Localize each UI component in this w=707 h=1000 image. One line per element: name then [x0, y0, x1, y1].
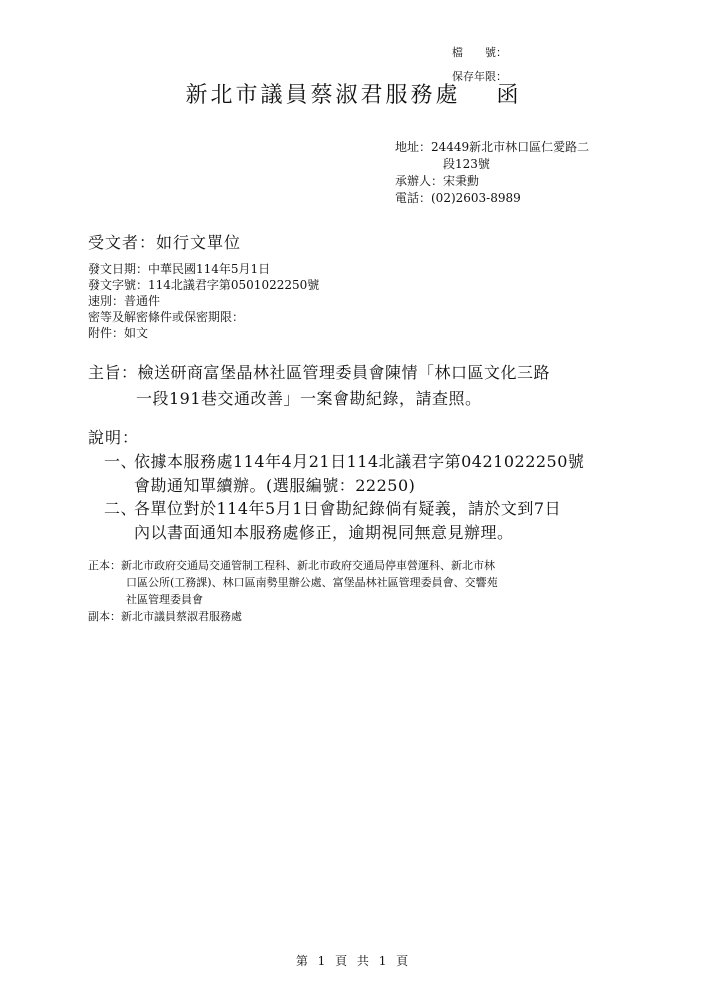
item-text-line-1: 各單位對於114年5月1日會勘紀錄倘有疑義，請於文到7日: [134, 499, 562, 518]
recipient: 受文者：如行文單位: [88, 233, 242, 252]
subject-block: [88, 360, 550, 412]
security-level: 密等及解密條件或保密期限：: [88, 310, 245, 324]
copy-recipients: 副本：新北市議員蔡淑君服務處: [88, 610, 242, 623]
issue-date: 發文日期：中華民國114年5月1日: [88, 262, 271, 276]
subject-line-2: 一段191巷交通改善」一案會勘紀錄，請查照。: [136, 389, 482, 408]
phone: 電話：(02)2603-8989: [395, 191, 521, 205]
page-number: 第 1 頁 共 1 頁: [295, 954, 412, 968]
item-text-line-2: 會勘通知單續辦。(選服編號：22250): [134, 476, 416, 495]
attachment: 附件：如文: [88, 326, 149, 340]
address-line-2: 段123號: [443, 157, 490, 171]
original-recipients-line-2: 口區公所(工務課)、林口區南勢里辦公處、富堡晶林社區管理委員會、交響苑: [126, 576, 498, 589]
original-recipients-line-1: 正本：新北市政府交通局交通管制工程科、新北市政府交通局停車營運科、新北市林: [88, 559, 495, 572]
item-text-line-2: 內以書面通知本服務處修正，逾期視同無意見辦理。: [134, 523, 514, 542]
retention-period-label: 保存年限：: [452, 70, 507, 83]
original-recipients-line-3: 社區管理委員會: [126, 593, 203, 606]
explanation-item: [104, 497, 561, 545]
meta-block: [88, 261, 319, 341]
distribution-block: [88, 557, 498, 625]
explanation-item: [104, 450, 584, 498]
subject-line-1: 主旨：檢送研商富堡晶林社區管理委員會陳情「林口區文化三路: [88, 363, 551, 382]
document-type: 函: [496, 83, 522, 108]
item-number: 一、: [104, 452, 138, 471]
file-number-label: 檔 號：: [452, 46, 507, 59]
explanation-heading: 說明：: [88, 428, 140, 447]
item-text-line-1: 依據本服務處114年4月21日114北議君字第0421022250號: [134, 452, 585, 471]
handler: 承辦人：宋秉勳: [395, 174, 480, 188]
contact-block: [395, 139, 589, 207]
document-number: 發文字號：114北議君字第0501022250號: [88, 278, 320, 292]
issuing-office: 新北市議員蔡淑君服務處: [185, 83, 461, 108]
address-line-1: 地址：24449新北市林口區仁愛路二: [395, 140, 590, 154]
delivery-speed: 速別：普通件: [88, 294, 161, 308]
item-number: 二、: [104, 499, 138, 518]
document-title: [0, 78, 707, 109]
